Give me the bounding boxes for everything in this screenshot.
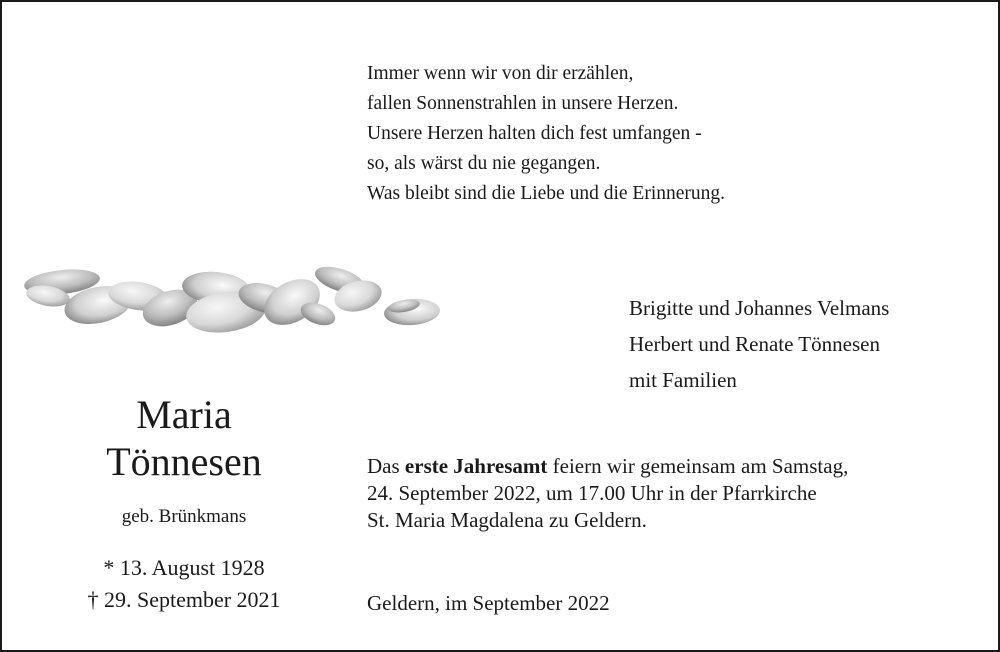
family-name: Herbert und Renate Tönnesen	[629, 332, 880, 356]
poem-line: Was bleibt sind die Liebe und die Erinnerung.	[367, 183, 726, 204]
poem-line: fallen Sonnenstrahlen in unsere Herzen.	[367, 93, 679, 114]
announcement-line	[367, 453, 848, 480]
deceased-birth-name: geb. Brünkmans	[121, 506, 247, 527]
deceased-first-name: Maria	[136, 392, 232, 437]
announcement-suffix: feiern wir gemeinsam am Samstag,	[547, 454, 849, 478]
family-name: mit Familien	[629, 368, 737, 392]
place-date: Geldern, im September 2022	[367, 591, 610, 615]
announcement-line: 24. September 2022, um 17.00 Uhr in der Pfarrkirche	[367, 481, 817, 505]
poem-line: so, als wärst du nie gegangen.	[367, 153, 601, 174]
announcement-highlight: erste Jahresamt	[404, 454, 548, 478]
poem-line: Unsere Herzen halten dich fest umfangen -	[367, 123, 702, 144]
poem	[367, 59, 725, 209]
family-name: Brigitte und Johannes Velmans	[629, 296, 890, 320]
rose-petals-icon	[20, 260, 445, 345]
life-dates	[62, 552, 306, 616]
deceased-last-name: Tönnesen	[106, 439, 262, 484]
birth-date: * 13. August 1928	[103, 555, 265, 580]
poem-line: Immer wenn wir von dir erzählen,	[367, 63, 634, 84]
announcement-line: St. Maria Magdalena zu Geldern.	[367, 508, 647, 532]
family-list	[629, 290, 889, 398]
announcement-prefix: Das	[367, 454, 405, 478]
memorial-announcement	[367, 453, 848, 534]
death-date: † 29. September 2021	[87, 587, 281, 612]
